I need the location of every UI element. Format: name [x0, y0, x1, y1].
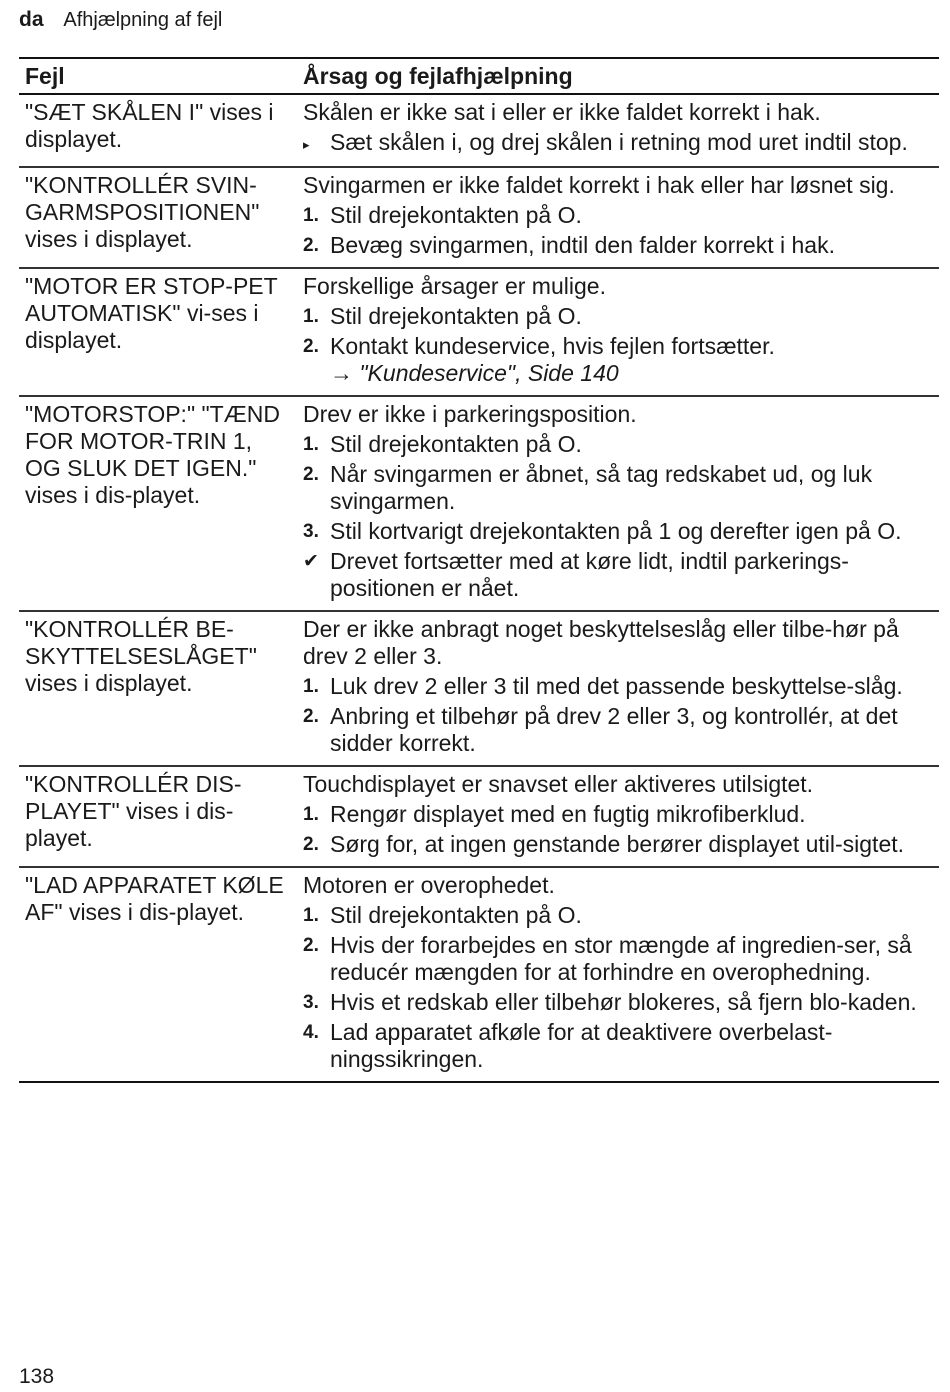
cause-text: Touchdisplayet er snavset eller aktiveres utilsigtet.: [303, 771, 814, 797]
step-number: 2.: [303, 336, 319, 357]
step-text: Stil kortvarigt drejekontakten på 1 og derefter igen på O.: [330, 518, 902, 544]
step-text: Anbring et tilbehør på drev 2 eller 3, og kontrollér, at det sidder korrekt.: [330, 703, 898, 756]
remedy-step: [303, 548, 931, 602]
step-number: 2.: [303, 935, 319, 956]
fault-cell: "KONTROLLÉR SVIN-GARMSPOSITIONEN" vises i displayet.: [19, 167, 294, 268]
table-row: [19, 94, 939, 167]
cause-remedy-cell: [294, 268, 939, 396]
step-number: 2.: [303, 706, 319, 727]
bullet-icon: ▸: [303, 137, 310, 152]
page-number: 138: [19, 1365, 55, 1388]
step-text: Drevet fortsætter med at køre lidt, indtil parkerings-positionen er nået.: [330, 548, 849, 601]
column-header-cause: Årsag og fejlafhjælpning: [294, 58, 939, 94]
step-text: Kontakt kundeservice, hvis fejlen fortsætter.: [330, 333, 775, 359]
table-header-row: [19, 58, 939, 94]
reference-text: "Kundeservice", Side 140: [359, 360, 619, 386]
fault-cell: "MOTOR ER STOP-PET AUTOMATISK" vi-ses i displayet.: [19, 268, 294, 396]
step-number: 1.: [303, 205, 319, 226]
remedy-step: [303, 431, 931, 458]
cause-remedy-cell: [294, 396, 939, 611]
cause-text: Svingarmen er ikke faldet korrekt i hak eller har løsnet sig.: [303, 172, 895, 198]
step-number: 2.: [303, 235, 319, 256]
step-number: 4.: [303, 1022, 319, 1043]
step-number: 2.: [303, 464, 319, 485]
cause-text: Skålen er ikke sat i eller er ikke faldet korrekt i hak.: [303, 99, 821, 125]
fault-cell: "KONTROLLÉR DIS-PLAYET" vises i dis-playet.: [19, 766, 294, 867]
remedy-step: [303, 673, 931, 700]
cross-reference-link[interactable]: [303, 360, 931, 387]
step-number: 1.: [303, 905, 319, 926]
table-row: [19, 766, 939, 867]
table-row: [19, 867, 939, 1082]
step-text: Rengør displayet med en fugtig mikrofiberklud.: [330, 801, 806, 827]
cause-remedy-cell: [294, 94, 939, 167]
remedy-step: [303, 518, 931, 545]
remedy-step: [303, 232, 931, 259]
arrow-right-icon: →: [330, 360, 360, 386]
remedy-step: [303, 902, 931, 929]
fault-cell: "SÆT SKÅLEN I" vises i displayet.: [19, 94, 294, 167]
step-number: 3.: [303, 521, 319, 542]
step-text: Luk drev 2 eller 3 til med det passende beskyttelse-slåg.: [330, 673, 903, 699]
step-text: Stil drejekontakten på O.: [330, 202, 582, 228]
step-number: 1.: [303, 804, 319, 825]
remedy-step: [303, 989, 931, 1016]
cause-text: Drev er ikke i parkeringsposition.: [303, 401, 637, 427]
language-code: da: [19, 8, 44, 31]
table-body: [19, 94, 939, 1082]
table-row: [19, 268, 939, 396]
step-text: Hvis der forarbejdes en stor mængde af ingredien-ser, så reducér mængden for at forhindre en overophedning.: [330, 932, 912, 985]
step-text: Stil drejekontakten på O.: [330, 902, 582, 928]
step-text: Bevæg svingarmen, indtil den falder korrekt i hak.: [330, 232, 835, 258]
step-text: Lad apparatet afkøle for at deaktivere overbelast-ningssikringen.: [330, 1019, 833, 1072]
cause-remedy-cell: [294, 167, 939, 268]
step-number: 3.: [303, 992, 319, 1013]
table-row: [19, 396, 939, 611]
column-header-fault: Fejl: [19, 58, 294, 94]
page-header: [19, 8, 222, 32]
step-number: 1.: [303, 434, 319, 455]
cause-remedy-cell: [294, 766, 939, 867]
table-row: [19, 167, 939, 268]
remedy-step: [303, 1019, 931, 1073]
check-icon: ✔: [303, 551, 319, 572]
step-text: Når svingarmen er åbnet, så tag redskabet ud, og luk svingarmen.: [330, 461, 873, 514]
remedy-step: [303, 831, 931, 858]
remedy-step: [303, 932, 931, 986]
section-title: Afhjælpning af fejl: [63, 9, 223, 31]
troubleshooting-table: [19, 57, 939, 1083]
cause-text: Motoren er overophedet.: [303, 872, 555, 898]
remedy-step: [303, 303, 931, 330]
cause-remedy-cell: [294, 867, 939, 1082]
step-text: Stil drejekontakten på O.: [330, 303, 582, 329]
step-text: Stil drejekontakten på O.: [330, 431, 582, 457]
remedy-step: [303, 202, 931, 229]
cause-remedy-cell: [294, 611, 939, 766]
cause-text: Der er ikke anbragt noget beskyttelseslåg eller tilbe-hør på drev 2 eller 3.: [303, 616, 899, 669]
remedy-step: [303, 703, 931, 757]
fault-cell: "KONTROLLÉR BE-SKYTTELSESLÅGET" vises i displayet.: [19, 611, 294, 766]
remedy-step: [303, 333, 931, 360]
step-text: Sæt skålen i, og drej skålen i retning mod uret indtil stop.: [330, 129, 908, 155]
step-text: Sørg for, at ingen genstande berører displayet util-sigtet.: [330, 831, 905, 857]
fault-cell: "LAD APPARATET KØLE AF" vises i dis-playet.: [19, 867, 294, 1082]
remedy-step: [303, 129, 931, 158]
cause-text: Forskellige årsager er mulige.: [303, 273, 606, 299]
step-number: 1.: [303, 306, 319, 327]
remedy-step: [303, 461, 931, 515]
fault-cell: "MOTORSTOP:" "TÆND FOR MOTOR-TRIN 1, OG SLUK DET IGEN." vises i dis-playet.: [19, 396, 294, 611]
table-row: [19, 611, 939, 766]
step-number: 1.: [303, 676, 319, 697]
step-text: Hvis et redskab eller tilbehør blokeres, så fjern blo-kaden.: [330, 989, 917, 1015]
step-number: 2.: [303, 834, 319, 855]
remedy-step: [303, 801, 931, 828]
